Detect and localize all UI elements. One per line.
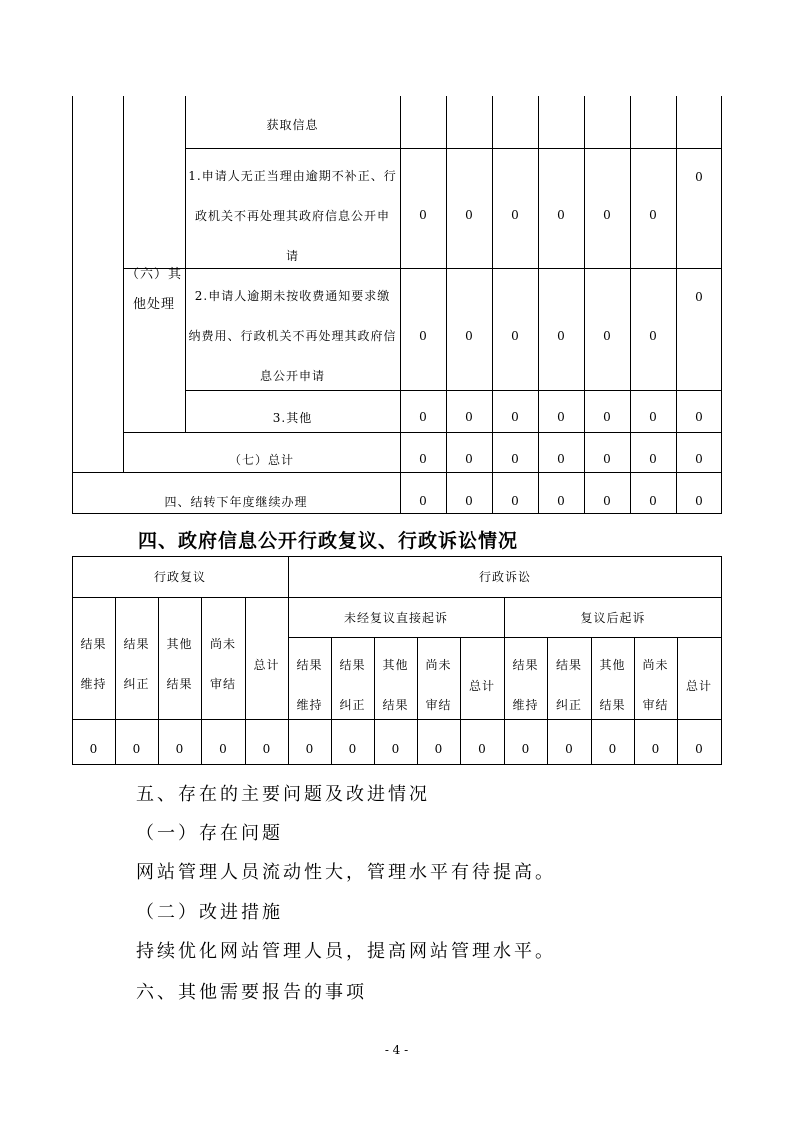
section5-heading: 五、存在的主要问题及改进情况 (136, 784, 430, 805)
row3-value: 0 (649, 410, 657, 424)
total-value: 0 (557, 452, 565, 466)
total-label: （七）总计 (228, 452, 294, 467)
section5-sub2: （二）改进措施 (136, 902, 283, 923)
table2-value: 0 (175, 742, 184, 756)
row3-value: 0 (511, 410, 519, 424)
page-number: - 4 - (384, 1043, 409, 1057)
review-col-header: 总计 (253, 657, 280, 672)
row1-value: 0 (419, 208, 427, 222)
row1-value: 0 (511, 208, 519, 222)
row3-value: 0 (419, 410, 427, 424)
direct-col-header: 尚未 审结 (425, 658, 452, 712)
table2-value: 0 (305, 742, 314, 756)
row1-value: 0 (603, 208, 611, 222)
section5-para1: 网站管理人员流动性大，管理水平有待提高。 (136, 862, 556, 883)
other-handling-group-label: （六）其 他处理 (125, 267, 182, 312)
row2-value: 0 (557, 329, 565, 343)
direct-col-header: 结果 维持 (296, 658, 323, 712)
table2-value: 0 (391, 742, 400, 756)
row3-value: 0 (695, 410, 703, 424)
after-col-header: 其他 结果 (599, 658, 626, 712)
row1-value: 0 (649, 208, 657, 222)
carry-over-label: 四、结转下年度继续办理 (164, 494, 308, 509)
total-value: 0 (419, 452, 427, 466)
table2-value: 0 (651, 742, 660, 756)
row3-value: 0 (603, 410, 611, 424)
review-col-header: 结果 纠正 (123, 637, 150, 691)
total-value: 0 (603, 452, 611, 466)
direct-suit-header: 未经复议直接起诉 (343, 610, 448, 625)
obtain-info-label: 获取信息 (266, 117, 319, 132)
row3-label: 3.其他 (272, 410, 313, 425)
after-col-header: 尚未 审结 (642, 658, 669, 712)
carry-over-value: 0 (511, 494, 519, 508)
carry-over-value: 0 (465, 494, 473, 508)
row1-value: 0 (557, 208, 565, 222)
review-col-header: 结果 维持 (80, 637, 107, 691)
row2-value: 0 (419, 329, 427, 343)
total-value: 0 (465, 452, 473, 466)
carry-over-value: 0 (603, 494, 611, 508)
row2-label: 2.申请人逾期未按收费通知要求缴 纳费用、行政机关不再处理其政府信 息公开申请 (188, 289, 397, 383)
table2-value: 0 (565, 742, 573, 756)
section4-heading: 四、政府信息公开行政复议、行政诉讼情况 (138, 530, 519, 552)
section5-para2: 持续优化网站管理人员，提高网站管理水平。 (136, 941, 556, 962)
direct-col-header: 其他 结果 (382, 658, 409, 712)
row2-value: 0 (511, 329, 519, 343)
row2-total: 0 (695, 290, 703, 304)
after-col-header: 结果 维持 (512, 658, 539, 712)
row3-value: 0 (557, 410, 565, 424)
table2-value: 0 (262, 742, 271, 756)
table2-value: 0 (89, 742, 98, 756)
row3-value: 0 (465, 410, 473, 424)
review-col-header: 其他 结果 (166, 637, 193, 691)
table2-value: 0 (695, 742, 703, 756)
table2-value: 0 (434, 742, 443, 756)
carry-over-value: 0 (557, 494, 565, 508)
review-col-header: 尚未 审结 (209, 637, 236, 691)
row2-value: 0 (649, 329, 657, 343)
table2-value: 0 (348, 742, 357, 756)
total-value: 0 (649, 452, 657, 466)
row2-value: 0 (465, 329, 473, 343)
table2-value: 0 (132, 742, 141, 756)
after-review-suit-header: 复议后起诉 (580, 610, 646, 625)
row2-value: 0 (603, 329, 611, 343)
table2-value: 0 (521, 742, 530, 756)
total-value: 0 (695, 452, 703, 466)
row1-value: 0 (465, 208, 473, 222)
after-col-header: 结果 纠正 (555, 658, 582, 712)
section6-heading: 六、其他需要报告的事项 (136, 982, 367, 1003)
admin-review-header: 行政复议 (153, 570, 206, 584)
table2-value: 0 (219, 742, 227, 756)
admin-litigation-header: 行政诉讼 (478, 570, 531, 584)
after-col-header: 总计 (685, 678, 712, 693)
carry-over-value: 0 (419, 494, 427, 508)
direct-col-header: 总计 (468, 678, 495, 693)
row1-label: 1.申请人无正当理由逾期不补正、行 政机关不再处理其政府信息公开申 请 (188, 169, 397, 263)
section5-sub1: （一）存在问题 (136, 823, 283, 844)
table2-value: 0 (478, 742, 486, 756)
carry-over-value: 0 (695, 494, 703, 508)
carry-over-value: 0 (649, 494, 657, 508)
row1-total: 0 (695, 170, 703, 184)
total-value: 0 (511, 452, 519, 466)
table2-value: 0 (608, 742, 617, 756)
direct-col-header: 结果 纠正 (339, 658, 366, 712)
